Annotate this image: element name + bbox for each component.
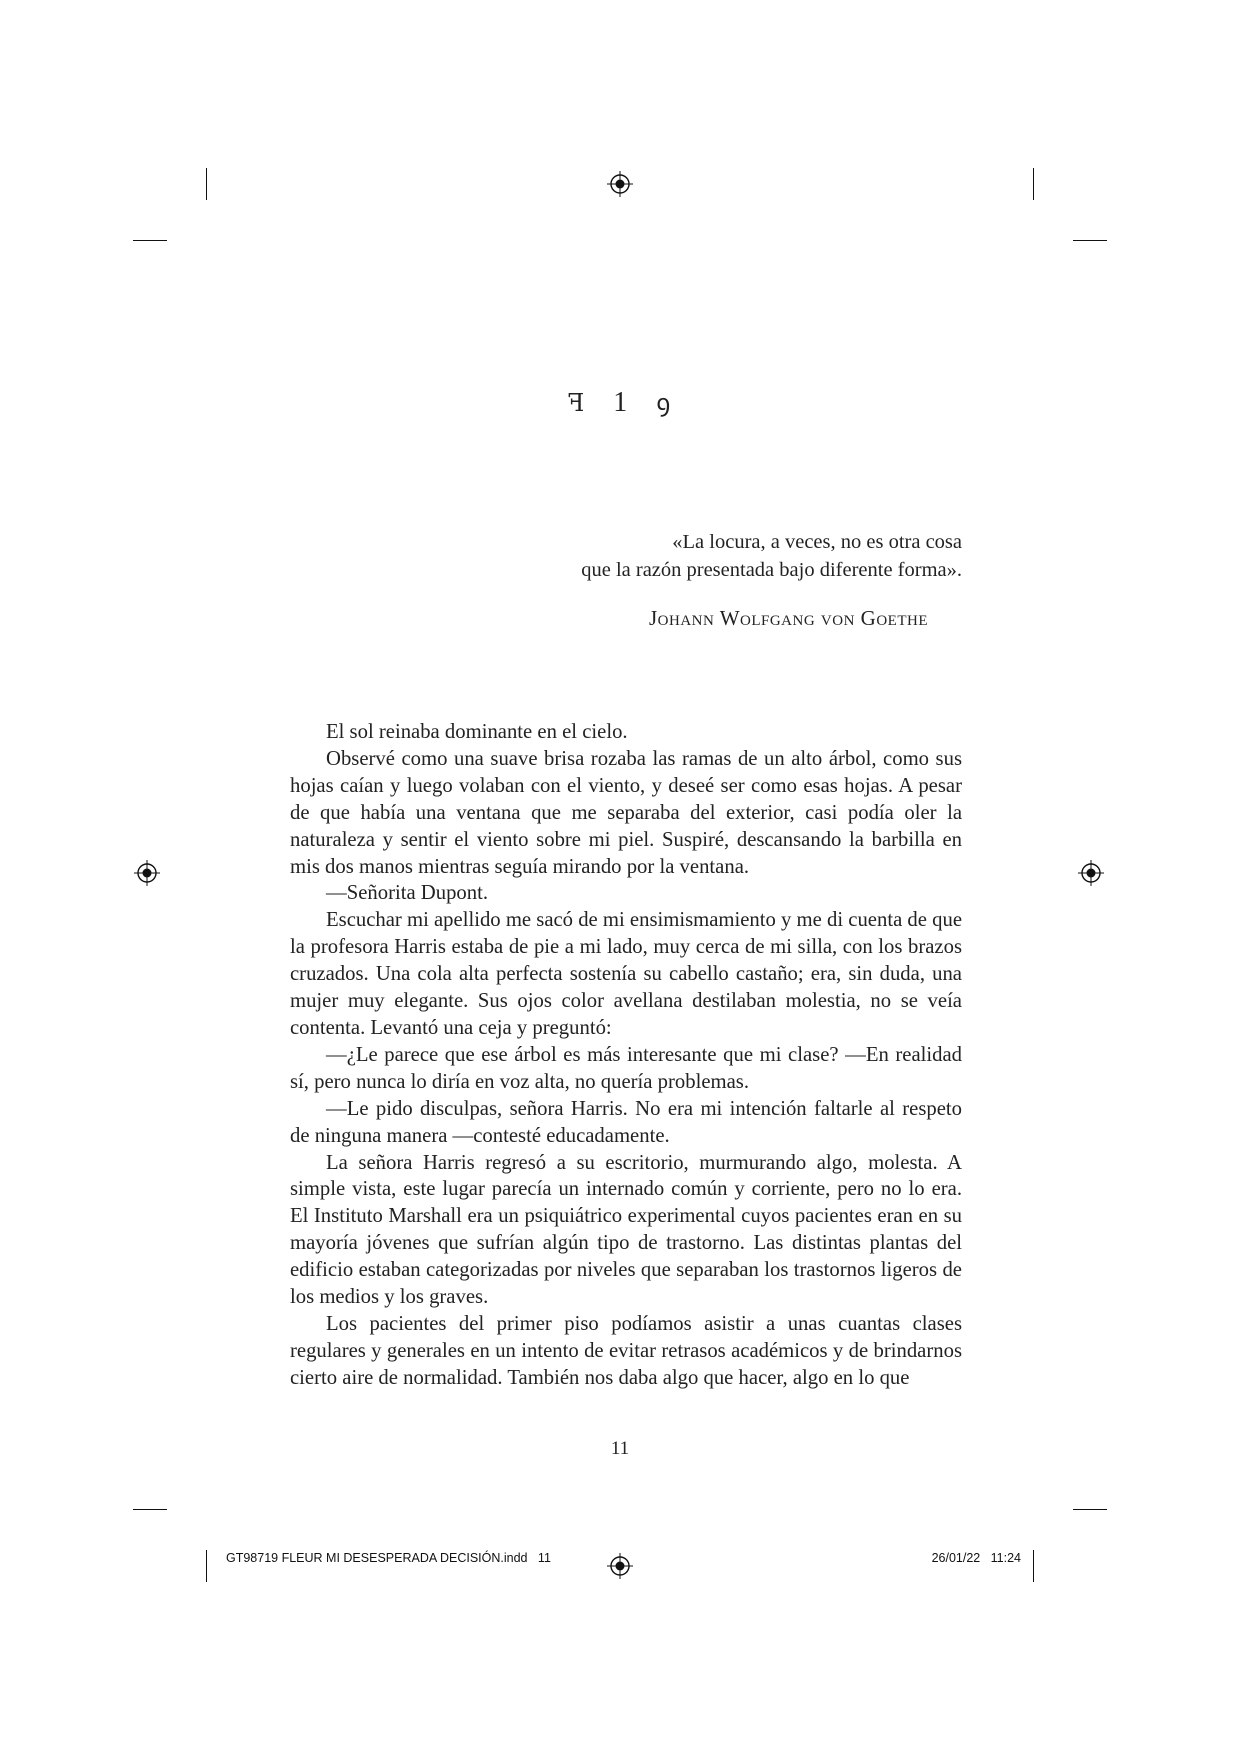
crop-mark-bottom-right-vertical xyxy=(1033,1550,1034,1582)
chapter-ornament-right-icon: ꝯ xyxy=(656,391,673,417)
paragraph: —Señorita Dupont. xyxy=(326,882,489,905)
paragraph: —Le pido disculpas, señora Harris. No era mi intención faltarle al respeto de ninguna manera —contesté educadamente. xyxy=(290,1097,962,1147)
paragraph: Escuchar mi apellido me sacó de mi ensimismamiento y me di cuenta de que la profesora Harris estaba de pie a mi lado, muy cerca de mi silla, con los brazos cruzados. Una cola alta perfecta sostenía su cabello castaño; era, sin duda, una mujer muy elegante. Sus ojos color avellana destilaban molestia, no se veía contenta. Levantó una ceja y preguntó: xyxy=(290,909,962,1039)
page-number: 11 xyxy=(610,1438,630,1459)
registration-mark-left-icon xyxy=(134,860,160,886)
epigraph-line-2: que la razón presentada bajo diferente forma». xyxy=(581,559,962,581)
crop-mark-bottom-left-horizontal xyxy=(133,1509,167,1510)
registration-mark-bottom-icon xyxy=(607,1553,633,1579)
chapter-ornament-left-icon: ꟻ xyxy=(567,391,587,417)
paragraph: Los pacientes del primer piso podíamos asistir a unas cuantas clases regulares y generales en un intento de evitar retrasos académicos y de brindarnos cierto aire de normalidad. También nos daba algo que hacer, algo en lo que xyxy=(290,1312,962,1389)
crop-mark-bottom-right-horizontal xyxy=(1073,1509,1107,1510)
crop-mark-top-left-horizontal xyxy=(133,240,167,241)
paragraph: El sol reinaba dominante en el cielo. xyxy=(326,721,628,743)
chapter-number: 1 xyxy=(613,387,630,418)
crop-mark-top-right-horizontal xyxy=(1073,240,1107,241)
crop-mark-top-right-vertical xyxy=(1033,168,1034,200)
slug-date-time: 26/01/22 11:24 xyxy=(931,1551,1021,1565)
crop-mark-top-left-vertical xyxy=(206,168,207,200)
registration-mark-top-icon xyxy=(607,171,633,197)
paragraph: Observé como una suave brisa rozaba las ramas de un alto árbol, como sus hojas caían y luego volaban con el viento, y deseé ser como esas hojas. A pesar de que había una ventana que me separaba del exterior, casi podía oler la naturaleza y sentir el viento sobre mi piel. Suspiré, descansando la barbilla en mis dos manos mientras seguía mirando por la ventana. xyxy=(290,747,962,878)
epigraph-line-1: «La locura, a veces, no es otra cosa xyxy=(672,531,962,553)
registration-mark-right-icon xyxy=(1078,860,1104,886)
paragraph: La señora Harris regresó a su escritorio, murmurando algo, molesta. A simple vista, este lugar parecía un internado común y corriente, pero no lo era. El Instituto Marshall era un psiquiátrico experimental cuyos pacientes eran en su mayoría jóvenes que sufrían algún tipo de trastorno. Las distintas plantas del edificio estaban categorizadas por niveles que separaban los trastornos ligeros de los medios y los graves. xyxy=(290,1151,962,1309)
crop-mark-bottom-left-vertical xyxy=(206,1550,207,1582)
paragraph: —¿Le parece que ese árbol es más interesante que mi clase? —En realidad sí, pero nunca lo diría en voz alta, no quería problemas. xyxy=(290,1043,962,1093)
epigraph-author: Johann Wolfgang von Goethe xyxy=(648,606,928,630)
chapter-heading xyxy=(0,386,1240,419)
epigraph xyxy=(442,528,962,632)
body-text xyxy=(290,719,962,1392)
slug-file-name: GT98719 FLEUR MI DESESPERADA DECISIÓN.indd 11 xyxy=(226,1551,551,1565)
